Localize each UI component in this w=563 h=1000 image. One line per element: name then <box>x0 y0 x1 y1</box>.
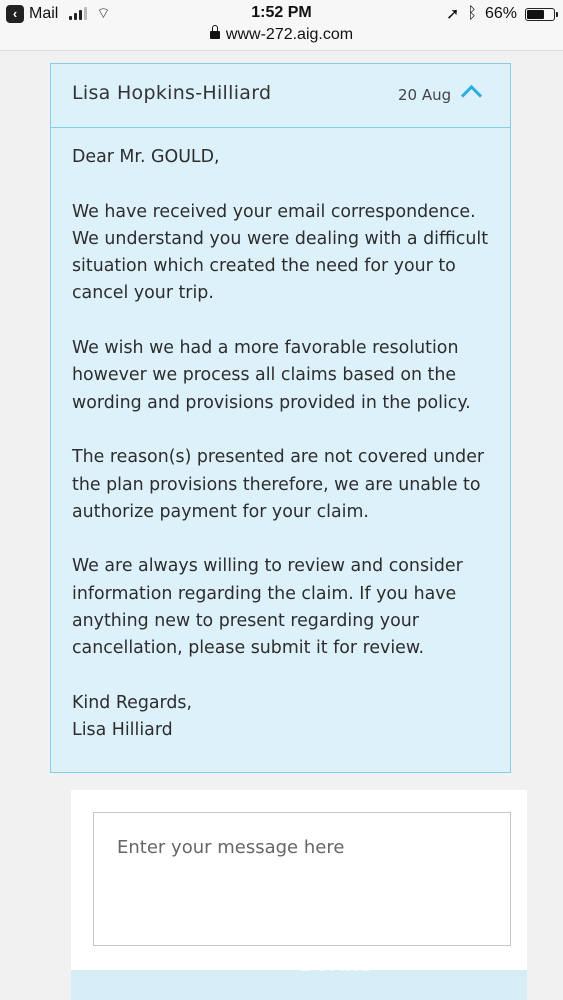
chevron-up-icon[interactable] <box>461 85 482 106</box>
url-text[interactable]: www-272.aig.com <box>225 26 354 43</box>
battery-percent: 66% <box>484 5 517 22</box>
message-paragraph: We are always willing to review and consider information regarding the claim. If you have anything new to present regarding your cancellation, please submit it for review. <box>72 556 463 659</box>
signature-line: Lisa Hilliard <box>72 720 173 741</box>
watermark-brand: BOARD <box>300 955 376 975</box>
back-app-label[interactable]: Mail <box>29 4 59 22</box>
message-card <box>50 63 511 773</box>
message-paragraph: The reason(s) presented are not covered under the plan provisions therefore, we are unable to authorize payment for your claim. <box>72 447 485 522</box>
message-input[interactable] <box>93 812 511 946</box>
divider <box>0 50 563 51</box>
reply-panel <box>71 790 527 1000</box>
message-body <box>51 128 510 745</box>
sender-name: Lisa Hopkins-Hilliard <box>72 82 272 104</box>
bluetooth-icon: ᛒ <box>467 5 477 22</box>
battery-icon <box>525 8 555 21</box>
status-right <box>446 4 555 24</box>
closing-line: Kind Regards, <box>72 692 192 713</box>
location-arrow-icon: ➚ <box>445 6 460 23</box>
back-to-app-icon[interactable]: ‹ <box>6 5 24 23</box>
message-paragraph: We have received your email correspondence. We understand you were dealing with a difficult situation which created the need for your to cancel your trip. <box>72 201 489 304</box>
battery-fill <box>527 10 544 19</box>
message-date: 20 Aug <box>398 86 452 104</box>
lock-icon <box>210 31 220 39</box>
address-bar[interactable] <box>0 26 563 50</box>
message-greeting: Dear Mr. GOULD, <box>72 147 220 167</box>
message-closing <box>72 690 489 745</box>
message-paragraph: We wish we had a more favorable resolution however we process all claims based on the wording and provisions provided in the policy. <box>72 338 471 413</box>
message-input-placeholder: Enter your message here <box>117 837 345 858</box>
send-area[interactable] <box>71 970 527 1000</box>
wifi-icon: ⌔ <box>96 5 111 22</box>
status-time: 1:52 PM <box>251 4 312 21</box>
status-bar <box>0 0 563 28</box>
message-header[interactable] <box>51 64 510 128</box>
watermark-logo <box>300 955 376 976</box>
